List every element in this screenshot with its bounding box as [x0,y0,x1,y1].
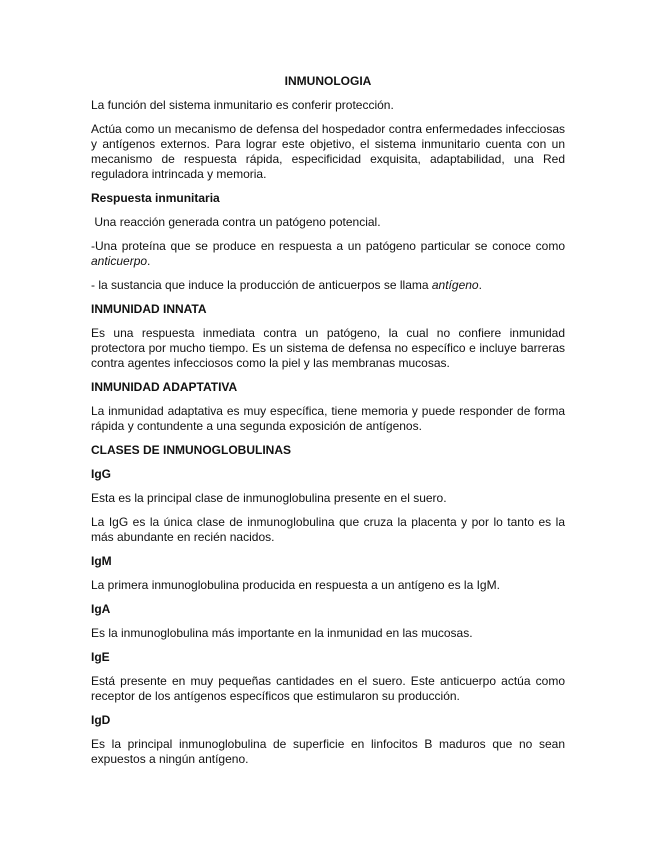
adaptativa-paragraph: La inmunidad adaptativa es muy específica, tiene memoria y puede responder de forma rápida y contundente a una segunda exposición de antígenos. [91,404,565,433]
igd-heading: IgD [91,713,111,727]
ige-paragraph: Está presente en muy pequeñas cantidades en el suero. Este anticuerpo actúa como receptor de los antígenos específicos que estimularon su producción. [91,674,565,703]
igg-paragraph-2: La IgG es la única clase de inmunoglobulina que cruza la placenta y por lo tanto es la más abundante en recién nacidos. [91,515,565,544]
igm-paragraph: La primera inmunoglobulina producida en respuesta a un antígeno es la IgM. [91,578,500,592]
anticuerpo-term: anticuerpo [91,254,148,268]
anticuerpo-end: . [147,254,151,268]
igg-paragraph-1: Esta es la principal clase de inmunoglobulina presente en el suero. [91,491,447,505]
description-paragraph: Actúa como un mecanismo de defensa del hospedador contra enfermedades infecciosas y antígenos externos. Para lograr este objetivo, el sistema inmunitario cuenta con un mecanismo de respuesta rápida, especificidad exquisita, adaptabilidad, una Red reguladora intrincada y memoria. [91,122,565,181]
ige-heading: IgE [91,650,110,664]
innata-paragraph: Es una respuesta inmediata contra un patógeno, la cual no confiere inmunidad protectora por mucho tiempo. Es un sistema de defensa no específico e incluye barreras contra agentes infecciosos como la piel y las membranas mucosas. [91,326,565,370]
antigeno-text: - la sustancia que induce la producción de anticuerpos se llama [91,278,432,292]
adaptativa-heading: INMUNIDAD ADAPTATIVA [91,380,238,394]
document-title: INMUNOLOGIA [284,74,372,88]
antigeno-end: . [478,278,482,292]
innata-heading: INMUNIDAD INNATA [91,302,207,316]
clases-heading: CLASES DE INMUNOGLOBULINAS [91,443,292,457]
document-page [91,74,565,776]
igg-heading: IgG [91,467,111,481]
anticuerpo-text: -Una proteína que se produce en respuesta a un patógeno particular se conoce como [91,239,565,253]
intro-paragraph: La función del sistema inmunitario es conferir protección. [91,98,394,112]
iga-heading: IgA [91,602,111,616]
respuesta-heading: Respuesta inmunitaria [91,191,220,205]
antigeno-paragraph [91,278,565,293]
antigeno-term: antígeno [431,278,479,292]
igm-heading: IgM [91,554,112,568]
iga-paragraph: Es la inmunoglobulina más importante en la inmunidad en las mucosas. [91,626,473,640]
anticuerpo-paragraph [91,239,565,269]
igd-paragraph: Es la principal inmunoglobulina de superficie en linfocitos B maduros que no sean expuestos a ningún antígeno. [91,737,565,766]
respuesta-definition: Una reacción generada contra un patógeno potencial. [91,215,381,229]
